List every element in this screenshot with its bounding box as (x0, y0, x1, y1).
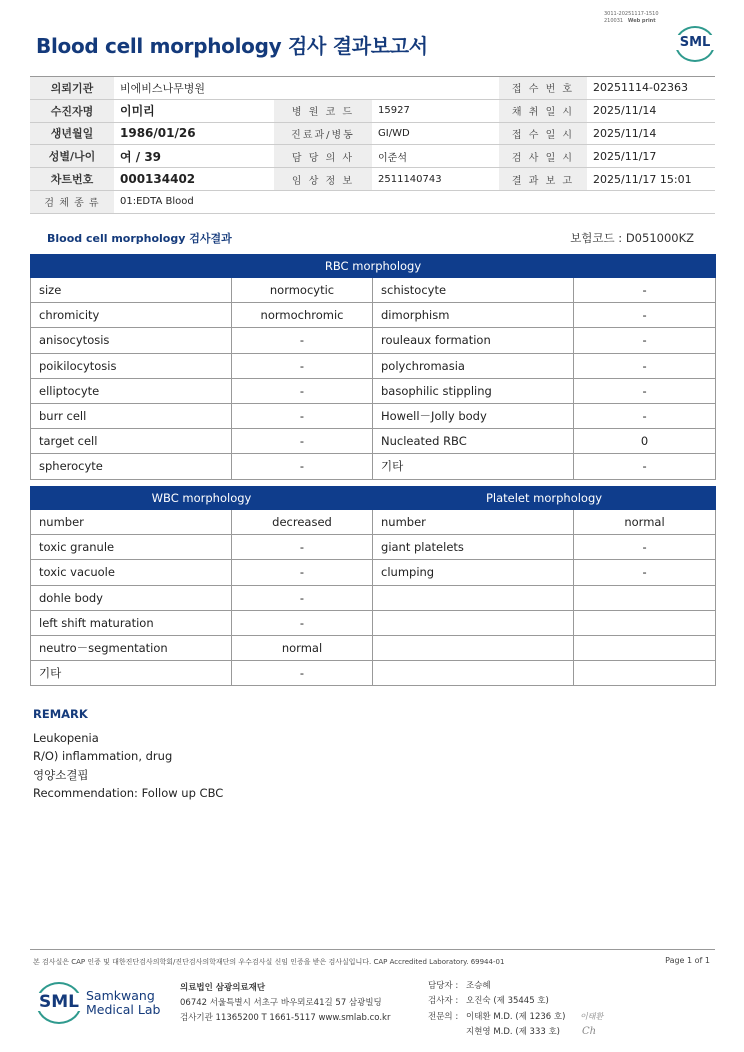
finding-result: - (232, 353, 373, 378)
info-label: 수진자명 (30, 99, 114, 122)
report-code-line1: 3011-20251117-1510 (604, 11, 659, 17)
finding-name: schistocyte (373, 278, 574, 303)
finding-result: - (574, 353, 716, 378)
finding-name: clumping (373, 560, 574, 585)
finding-name: target cell (31, 429, 232, 454)
rbc-morphology-table (30, 254, 716, 480)
finding-name: Howell－Jolly body (373, 403, 574, 428)
result-row (31, 278, 716, 303)
finding-result: - (232, 661, 373, 686)
finding-result: - (574, 403, 716, 428)
info-row (30, 77, 715, 100)
staff-name: 이태환 M.D. (제 1236 호) (466, 1011, 566, 1022)
info-label: 접 수 번 호 (499, 77, 587, 100)
remark-line: R/O) inflammation, drug (33, 749, 173, 763)
report-code (604, 11, 659, 25)
info-row (30, 168, 715, 191)
remark-line: Recommendation: Follow up CBC (33, 786, 224, 800)
finding-name: poikilocytosis (31, 353, 232, 378)
finding-result: - (232, 378, 373, 403)
info-value: 이미리 (114, 99, 274, 122)
info-label: 채 취 일 시 (499, 99, 587, 122)
finding-name (373, 585, 574, 610)
result-row (31, 510, 716, 535)
staff-name: 오진숙 (제 35445 호) (466, 996, 549, 1007)
finding-result: - (232, 454, 373, 479)
staff-name: 조승혜 (466, 981, 491, 991)
finding-result: - (574, 560, 716, 585)
finding-name: chromicity (31, 303, 232, 328)
info-label: 접 수 일 시 (499, 122, 587, 145)
institution-info (180, 981, 390, 1026)
result-row (31, 610, 716, 635)
signature-1: 이태환 (580, 1012, 604, 1021)
sml-logo (675, 26, 715, 62)
info-value: 비에비스나무병원 (114, 77, 499, 100)
info-label: 의뢰기관 (30, 77, 114, 100)
sml-footer-logo-text: SML (34, 993, 84, 1011)
finding-result: decreased (232, 510, 373, 535)
info-label: 차트번호 (30, 168, 114, 191)
result-row (31, 585, 716, 610)
info-row (30, 99, 715, 122)
result-row (31, 403, 716, 428)
finding-name: polychromasia (373, 353, 574, 378)
info-value: 여 / 39 (114, 145, 274, 168)
finding-result (574, 635, 716, 660)
info-value: 15927 (372, 99, 499, 122)
remark-title: REMARK (33, 707, 88, 721)
finding-name: burr cell (31, 403, 232, 428)
finding-result: - (574, 535, 716, 560)
finding-result (574, 661, 716, 686)
wbc-header: WBC morphology (31, 487, 373, 510)
platelet-header: Platelet morphology (373, 487, 716, 510)
page-title: Blood cell morphology 검사 결과보고서 (36, 34, 428, 58)
result-row (31, 378, 716, 403)
finding-name: 기타 (373, 454, 574, 479)
info-value: 20251114-02363 (587, 77, 715, 100)
info-label: 진료과/병동 (274, 122, 372, 145)
finding-result: - (574, 454, 716, 479)
web-print-label: Web print (627, 18, 656, 24)
rbc-header: RBC morphology (31, 255, 716, 278)
result-row (31, 454, 716, 479)
staff-list (428, 979, 565, 1040)
info-label: 성별/나이 (30, 145, 114, 168)
page-number: Page 1 of 1 (665, 956, 710, 965)
result-row (31, 560, 716, 585)
finding-result: 0 (574, 429, 716, 454)
finding-name: neutro－segmentation (31, 635, 232, 660)
info-label: 임 상 정 보 (274, 168, 372, 191)
footer-divider (30, 949, 715, 950)
finding-name: elliptocyte (31, 378, 232, 403)
finding-result: normal (232, 635, 373, 660)
staff-role (428, 1025, 466, 1040)
finding-name: basophilic stippling (373, 378, 574, 403)
finding-result: - (574, 378, 716, 403)
info-value: 2025/11/14 (587, 99, 715, 122)
specimen-value: 01:EDTA Blood (114, 190, 715, 213)
finding-name (373, 610, 574, 635)
finding-result: normochromic (232, 303, 373, 328)
finding-name: spherocyte (31, 454, 232, 479)
result-row (31, 429, 716, 454)
institution-name: 의료법인 삼광의료재단 (180, 983, 266, 993)
section-title: Blood cell morphology 검사결과 (47, 232, 232, 245)
finding-name: toxic granule (31, 535, 232, 560)
finding-name: 기타 (31, 661, 232, 686)
finding-result: - (232, 610, 373, 635)
info-label: 생년월일 (30, 122, 114, 145)
finding-name: number (31, 510, 232, 535)
staff-name: 지현영 M.D. (제 333 호) (466, 1026, 561, 1037)
finding-result: - (574, 303, 716, 328)
finding-result: - (232, 429, 373, 454)
patient-info-table (30, 76, 715, 214)
finding-result: normal (574, 510, 716, 535)
finding-result (574, 585, 716, 610)
accreditation-note: 본 검사실은 CAP 인증 및 대한진단검사의학회/진단검사의학재단의 우수검사실 신임 인증을 받은 검사실입니다. CAP Accredited Laboratory. 69944-01 (33, 958, 505, 966)
finding-result: - (232, 560, 373, 585)
wbc-platelet-table (30, 486, 716, 686)
finding-name (373, 661, 574, 686)
finding-name: giant platelets (373, 535, 574, 560)
info-label: 담 당 의 사 (274, 145, 372, 168)
finding-name: anisocytosis (31, 328, 232, 353)
finding-result: - (232, 403, 373, 428)
finding-result: normocytic (232, 278, 373, 303)
info-label: 검 사 일 시 (499, 145, 587, 168)
finding-name: rouleaux formation (373, 328, 574, 353)
finding-result: - (232, 535, 373, 560)
finding-result: - (232, 585, 373, 610)
institution-contact: 검사기관 11365200 T 1661-5117 www.smlab.co.kr (180, 1013, 391, 1023)
brand-line2: Medical Lab (86, 1002, 161, 1017)
info-row (30, 145, 715, 168)
finding-result: - (574, 278, 716, 303)
remark-line: 영양소결핍 (33, 768, 89, 782)
result-row (31, 353, 716, 378)
info-value: 2025/11/14 (587, 122, 715, 145)
finding-name: left shift maturation (31, 610, 232, 635)
finding-result: - (232, 328, 373, 353)
finding-name (373, 635, 574, 660)
info-label: 병 원 코 드 (274, 99, 372, 122)
sml-logo-text: SML (675, 35, 715, 50)
info-row (30, 122, 715, 145)
info-value: 2511140743 (372, 168, 499, 191)
finding-name: Nucleated RBC (373, 429, 574, 454)
info-value: 이준석 (372, 145, 499, 168)
finding-name: number (373, 510, 574, 535)
sml-footer-logo (36, 982, 82, 1024)
finding-name: size (31, 278, 232, 303)
result-row (31, 635, 716, 660)
remark-line: Leukopenia (33, 731, 99, 745)
staff-role: 전문의 : (428, 1011, 459, 1022)
result-row (31, 661, 716, 686)
finding-result (574, 610, 716, 635)
finding-name: dimorphism (373, 303, 574, 328)
info-value: 2025/11/17 (587, 145, 715, 168)
info-row (30, 190, 715, 213)
finding-name: toxic vacuole (31, 560, 232, 585)
result-row (31, 328, 716, 353)
staff-role: 담당자 : (428, 981, 459, 991)
brand-line1: Samkwang (86, 988, 155, 1003)
info-value: 2025/11/17 15:01 (587, 168, 715, 191)
institution-address: 06742 서울특별시 서초구 바우뫼로41길 57 삼광빌딩 (180, 998, 382, 1008)
info-value: 000134402 (114, 168, 274, 191)
finding-name: dohle body (31, 585, 232, 610)
info-label: 결 과 보 고 (499, 168, 587, 191)
info-value: GI/WD (372, 122, 499, 145)
signature-2: Ch (582, 1026, 597, 1037)
insurance-code: 보험코드 : D051000KZ (570, 231, 694, 245)
staff-role: 검사자 : (428, 996, 459, 1007)
result-row (31, 535, 716, 560)
specimen-label: 검 체 종 류 (30, 190, 114, 213)
result-row (31, 303, 716, 328)
info-value: 1986/01/26 (114, 122, 274, 145)
report-code-line2: 210031 (604, 18, 624, 24)
finding-result: - (574, 328, 716, 353)
brand-name (86, 989, 160, 1017)
